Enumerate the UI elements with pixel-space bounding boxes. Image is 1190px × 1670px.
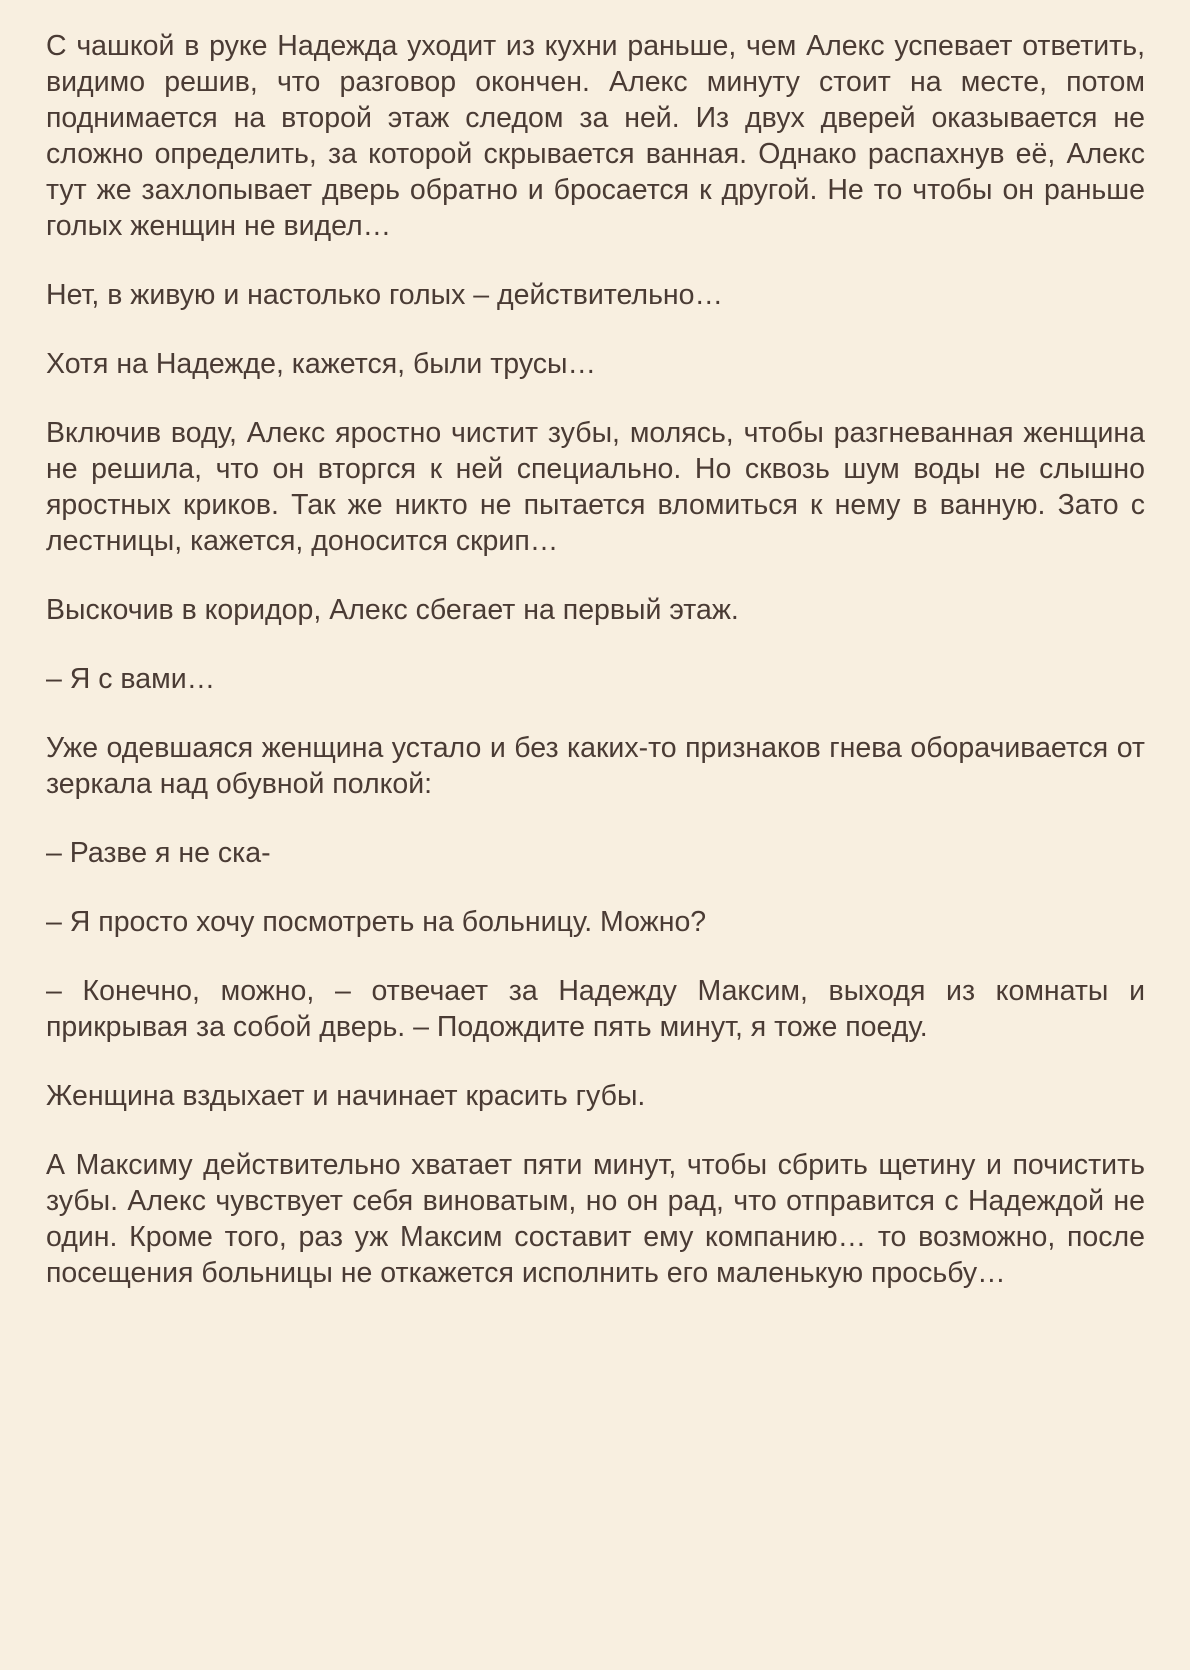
dialogue-line: – Я с вами…: [46, 663, 216, 695]
paragraph: Уже одевшаяся женщина устало и без каких-то признаков гнева оборачивается от зеркала над обувной полкой:: [46, 732, 1145, 800]
dialogue-line: – Конечно, можно, – отвечает за Надежду Максим, выходя из комнаты и прикрывая за собой дверь. – Подождите пять минут, я тоже поеду.: [46, 975, 1145, 1043]
paragraph: Выскочив в коридор, Алекс сбегает на первый этаж.: [46, 594, 739, 626]
paragraph: Хотя на Надежде, кажется, были трусы…: [46, 348, 596, 380]
dialogue-line: – Разве я не ска-: [46, 837, 271, 869]
paragraph: С чашкой в руке Надежда уходит из кухни раньше, чем Алекс успевает ответить, видимо решив, что разговор окончен. Алекс минуту стоит на месте, потом поднимается на второй этаж следом за ней. Из двух дверей оказывается не сложно определить, за которой скрывается ванная. Однако распахнув её, Алекс тут же захлопывает дверь обратно и бросается к другой. Не то чтобы он раньше голых женщин не видел…: [46, 30, 1145, 242]
paragraph: А Максиму действительно хватает пяти минут, чтобы сбрить щетину и почистить зубы. Алекс чувствует себя виноватым, но он рад, что отправится с Надеждой не один. Кроме того, раз уж Максим составит ему компанию… то возможно, после посещения больницы не откажется исполнить его маленькую просьбу…: [46, 1149, 1145, 1289]
paragraph: Нет, в живую и настолько голых – действительно…: [46, 279, 724, 311]
paragraph: Включив воду, Алекс яростно чистит зубы, молясь, чтобы разгневанная женщина не решила, что он вторгся к ней специально. Но сквозь шум воды не слышно яростных криков. Так же никто не пытается вломиться к нему в ванную. Зато с лестницы, кажется, доносится скрип…: [46, 417, 1145, 557]
dialogue-line: – Я просто хочу посмотреть на больницу. Можно?: [46, 906, 707, 938]
paragraph: Женщина вздыхает и начинает красить губы.: [46, 1080, 646, 1112]
